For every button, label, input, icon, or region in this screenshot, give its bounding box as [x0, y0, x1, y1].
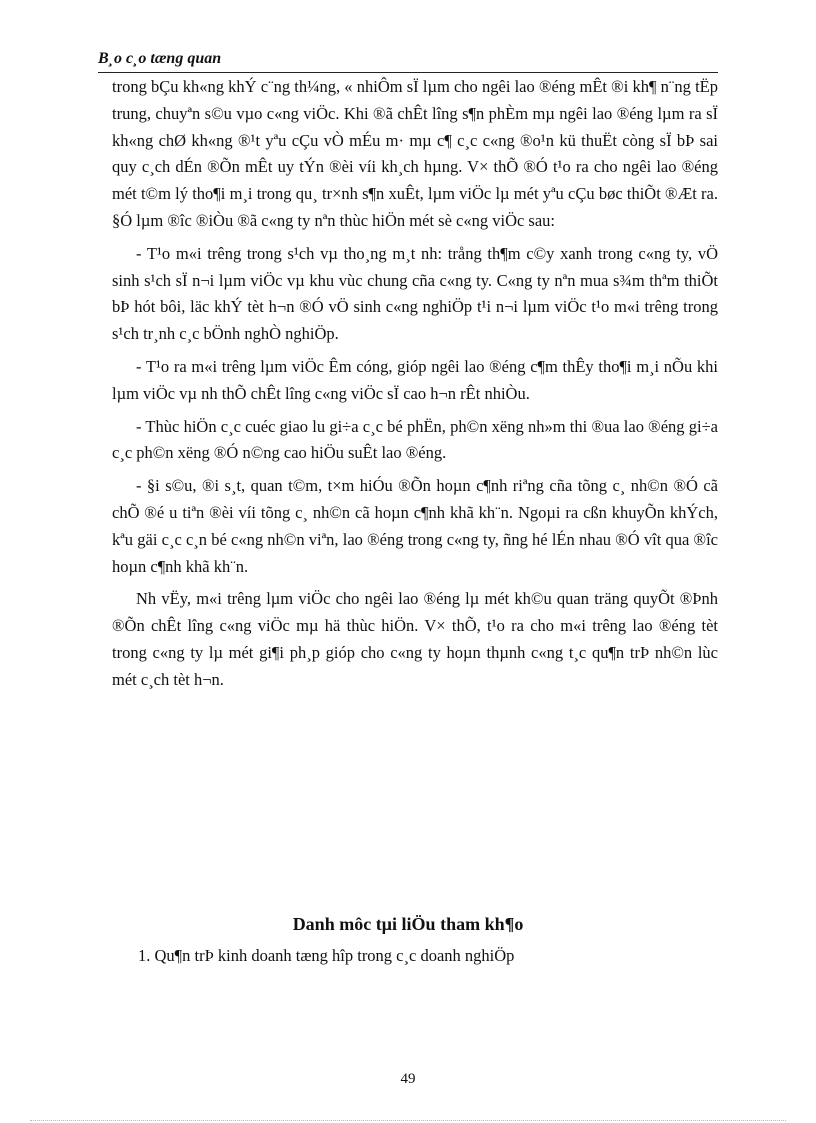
- paragraph: - T¹o m«i trêng trong s¹ch vµ tho¸ng m¸t nh: trång th¶m c©y xanh trong c«ng ty, vÖ sinh s¹ch sÏ n¬i lµm viÖc vµ khu vùc chung cña c«ng ty. C«ng ty nªn mua s¾m thªm thiÕt bÞ hót bôi, läc khÝ tèt h¬n ®Ó vÖ sinh c«ng nghiÖp t¹i n¬i lµm viÖc t¹o m«i trêng trong s¹ch tr¸nh c¸c bÖnh nghÒ nghiÖp.: [112, 243, 718, 344]
- page-header: [98, 50, 718, 73]
- footer-divider: [30, 1120, 786, 1121]
- paragraph: - Thùc hiÖn c¸c cuéc giao lu gi÷a c¸c bé phËn, ph©n xëng nh»m thi ®ua lao ®éng gi÷a c¸c ph©n xëng ®Ó n©ng cao hiÖu suÊt lao ®éng.: [112, 416, 718, 463]
- paragraph: Nh vËy, m«i trêng lµm viÖc cho ngêi lao ®éng lµ mét kh©u quan träng quyÕt ®Þnh ®Õn chÊt lîng c«ng viÖc mµ hä thùc hiÖn. V× thÕ, t¹o ra cho m«i trêng lao ®éng tèt trong c«ng ty lµ mét gi¶i ph¸p gióp cho c«ng ty hoµn thµnh c«ng t¸c qu¶n trÞ nh©n lùc mét c¸ch tèt h¬n.: [112, 589, 718, 689]
- reference-item: 1. Qu¶n trÞ kinh doanh tæng hîp trong c¸c doanh nghiÖp: [138, 946, 515, 965]
- paragraph: - T¹o ra m«i trêng lµm viÖc Êm cóng, gióp ngêi lao ®éng c¶m thÊy tho¶i m¸i nÕu khi lµm viÖc vµ nh thÕ chÊt lîng c«ng viÖc sÏ cao h¬n rÊt nhiÒu.: [112, 356, 718, 403]
- body-text: [112, 74, 718, 700]
- header-title: B¸o c¸o tæng quan: [98, 50, 222, 67]
- paragraph: - §i s©u, ®i s¸t, quan t©m, t×m hiÓu ®Õn hoµn c¶nh riªng cña tõng c¸ nh©n ®Ó cã chÕ ®é u tiªn ®èi víi tõng c¸ nh©n cã hoµn c¶nh khã kh¨n. Ngoµi ra cßn khuyÕn khÝch, kªu gäi c¸c c¸n bé c«ng nh©n viªn, lao ®éng trong c«ng ty, ñng hé lÉn nhau ®Ó vît qua ®îc hoµn c¶nh khã kh¨n.: [112, 476, 718, 576]
- references-title: Danh môc tµi liÖu tham kh¶o: [292, 914, 524, 934]
- page-number: 49: [400, 1071, 416, 1087]
- paragraph: trong bÇu kh«ng khÝ c¨ng th¼ng, « nhiÔm sÏ lµm cho ngêi lao ®éng mÊt ®i kh¶ n¨ng tËp trung, chuyªn s©u vµo c«ng viÖc. Khi ®ã chÊt lîng s¶n phÈm mµ ngêi lao ®éng lµm ra sÏ kh«ng chØ kh«ng ®¹t yªu cÇu vÒ mÉu m· mµ c¶ c¸c c«ng ®o¹n kü thuËt còng sÏ bÞ sai quy c¸ch dÉn ®Õn mÊt uy tÝn ®èi víi kh¸ch hµng. V× thÕ ®Ó t¹o ra cho ngêi lao ®éng mét t©m lý tho¶i m¸i trong qu¸ tr×nh s¶n xuÊt, lµm viÖc lµ mét yªu cÇu bøc thiÕt ®Æt ra. §Ó lµm ®îc ®iÒu ®ã c«ng ty nªn thùc hiÖn mét sè c«ng viÖc sau:: [112, 77, 718, 230]
